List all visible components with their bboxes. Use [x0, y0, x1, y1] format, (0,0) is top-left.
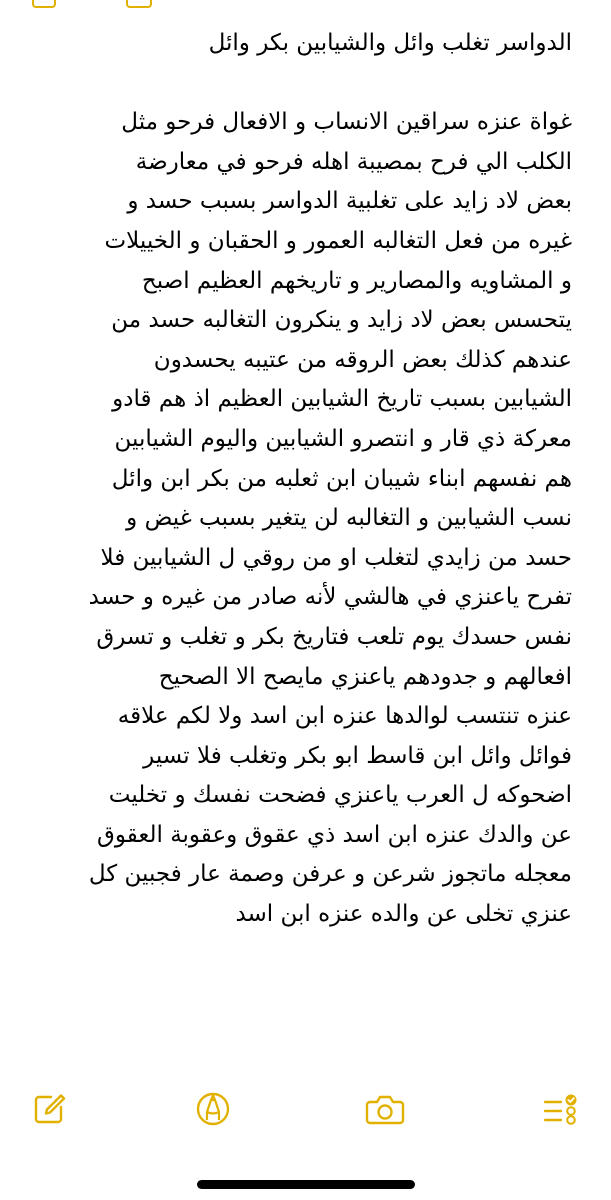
note-line: نفس حسدك يوم تلعب فتاريخ بكر و تغلب و تسرق [96, 623, 572, 650]
note-line: حسد من زايدي لتغلب او من روقي ل الشيابين فلا [100, 544, 572, 571]
markup-button[interactable] [189, 1085, 237, 1133]
cut-off-icon [32, 0, 56, 8]
note-line: نسب الشيابين و التغالبه لن يتغير بسبب غيض و [126, 505, 572, 532]
note-line: تفرح ياعنزي في هالشي لأنه صادر من غيره و حسد [88, 584, 572, 611]
note-line: غيره من فعل التغالبه العمور و الحقبان و الخييلات [104, 227, 572, 254]
note-line: يتحسس بعض لاد زايد و ينكرون التغالبه حسد من [111, 307, 572, 334]
blank-line [20, 64, 572, 104]
note-line: بعض لاد زايد على تغلبية الدواسر بسبب حسد و [127, 188, 572, 215]
home-indicator[interactable] [197, 1180, 415, 1189]
compose-button[interactable] [25, 1085, 73, 1133]
bottom-toolbar [0, 1085, 611, 1135]
note-body[interactable] [20, 24, 572, 935]
markup-icon [195, 1091, 231, 1127]
note-text[interactable] [20, 103, 572, 934]
note-line: عندهم كذلك بعض الروقه من عتيبه يحسدون [153, 346, 572, 373]
camera-button[interactable] [361, 1085, 409, 1133]
note-line: افعالهم و جدودهم ياعنزي مايصح الا الصحيح [158, 663, 572, 690]
note-line: هم نفسهم ابناء شيبان ابن ثعلبه من بكر ابن وائل [111, 465, 572, 492]
note-line: الكلب الي فرح بمصيبة اهله فرحو في معارضة [135, 148, 572, 175]
checklist-button[interactable] [535, 1085, 583, 1133]
note-title[interactable]: الدواسر تغلب وائل والشيابين بكر وائل [208, 30, 572, 56]
note-line: اضحوكه ل العرب ياعنزي فضحت نفسك و تخليت [108, 782, 572, 809]
checklist-icon [539, 1091, 579, 1127]
note-line: عن والدك عنزه ابن اسد ذي عقوق وعقوبة العقوق [97, 821, 572, 848]
camera-icon [364, 1091, 406, 1127]
top-toolbar-cut [0, 0, 611, 14]
cut-off-icon [126, 0, 152, 8]
note-line: معجله ماتجوز شرعن و عرفن وصمة عار فجبين كل [88, 861, 572, 888]
note-line: عنزي تخلى عن والده عنزه ابن اسد [235, 901, 572, 928]
note-line: عنزه تنتسب لوالدها عنزه ابن اسد ولا لكم علاقه [117, 703, 572, 730]
note-line: و المشاويه والمصارير و تاريخهم العظيم اصبح [141, 267, 572, 294]
note-line: معركة ذي قار و انتصرو الشيابين واليوم الشيابين [114, 425, 572, 452]
note-line: غواة عنزه سراقين الانساب و الافعال فرحو مثل [121, 109, 572, 136]
note-line: فوائل وائل ابن قاسط ابو بكر وتغلب فلا تسير [143, 742, 572, 769]
compose-icon [31, 1091, 67, 1127]
note-line: الشيابين بسبب تاريخ الشيابين العظيم اذ هم قادو [112, 386, 572, 413]
